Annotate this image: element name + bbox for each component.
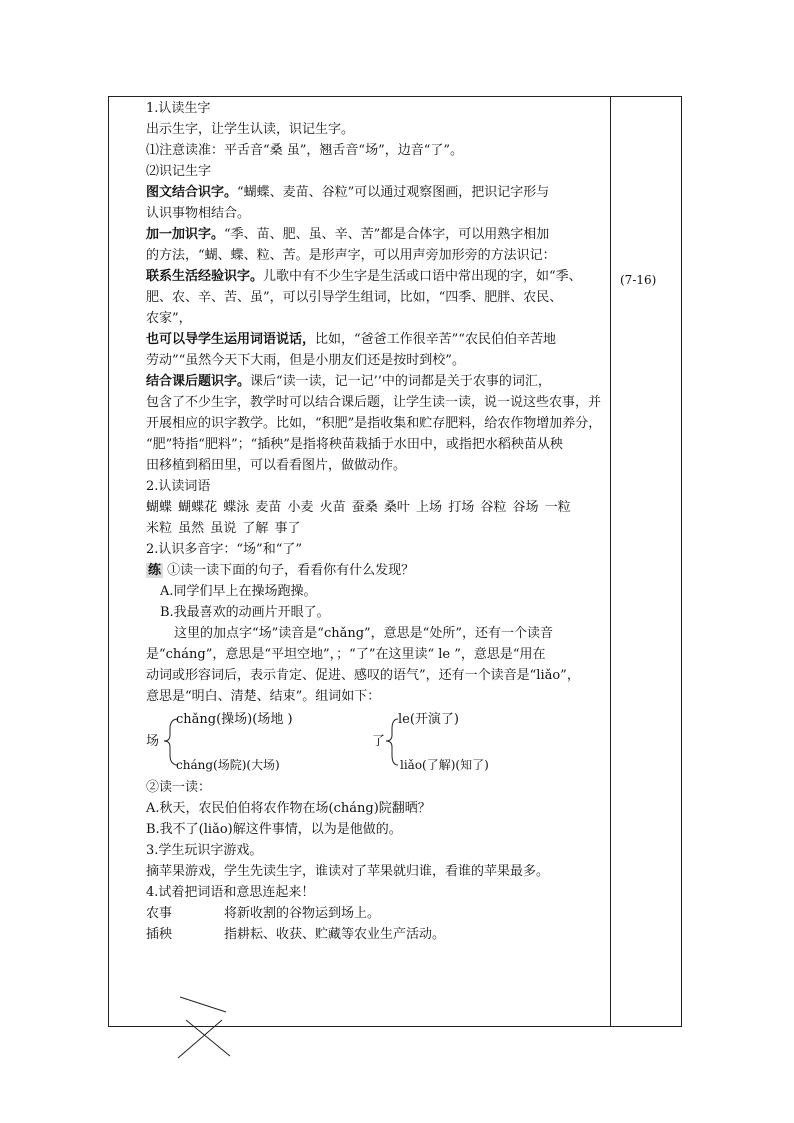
line: ⑴注意读准：平舌音“桑 虽”，翘舌音“场”，边音“了”。 xyxy=(146,143,464,158)
line: 认识事物相结合。 xyxy=(146,206,251,221)
vocab-line: 蝴蝶 蝴蝶花 蝶泳 麦苗 小麦 火苗 蚕桑 桑叶 上场 打场 谷粒 谷场 一粒 xyxy=(146,500,571,515)
exercise-2: ②读一读： xyxy=(146,780,212,795)
section-heading-4: 3.学生玩识字游戏。 xyxy=(146,843,263,858)
line: 开展相应的识字教学。比如，“积肥”是指收集和贮存肥料，给农作物增加养分， xyxy=(146,416,602,431)
text: “蝴蝶、麦苗、谷粒”可以通过观察图画，把识记字形与 xyxy=(237,185,550,200)
le-top: le(开演了) xyxy=(398,712,459,727)
sentence-b: B.我不了(liǎo)解这件事情，以为是他做的。 xyxy=(146,822,402,837)
text: 课后“读一读，记一记’’中的词都是关于农事的词汇， xyxy=(250,374,551,389)
bold-lead: 也可以导学生运用词语说话， xyxy=(146,332,316,347)
sentence-a: A.秋天，农民伯伯将农作物在场(cháng)院翻晒？ xyxy=(146,801,431,816)
char-le: 了 xyxy=(372,734,386,749)
line: 出示生字，让学生认读，识记生字。 xyxy=(146,122,355,137)
word-nongshi: 农事 xyxy=(146,906,173,921)
bold-lead: 联系生活经验识字。 xyxy=(146,269,264,284)
line: 肥、农、辛、苦、虽”，可以引导学生组词，比如，“四季、肥胖、农民、 xyxy=(146,290,563,305)
le-bottom: liǎo(了解)(知了) xyxy=(400,758,489,772)
line: 摘苹果游戏，学生先读生字，谁读对了苹果就归谁，看谁的苹果最多。 xyxy=(146,864,550,879)
section-heading-3: 2.认识多音字：“场”和“了” xyxy=(146,542,302,557)
line: 这里的加点字“场”读音是“chǎng”，意思是“处所”，还有一个读音 xyxy=(174,626,553,641)
bold-lead: 结合课后题识字。 xyxy=(146,374,251,389)
section-heading-5: 4.试着把词语和意思连起来！ xyxy=(146,885,315,900)
line: 意思是“明白、清楚、结束”。组词如下： xyxy=(146,689,381,704)
sentence-a: A.同学们早上在操场跑操。 xyxy=(160,584,317,599)
line: 的方法，“蝴、蝶、粒、苦。是形声字，可以用声旁加形旁的方法识记： xyxy=(146,248,556,263)
matching-exercise xyxy=(118,903,608,943)
practice-badge: 练 xyxy=(148,563,162,578)
column-divider xyxy=(610,96,611,1026)
chang-bottom: cháng(场院)(大场) xyxy=(176,758,280,772)
section-heading-2: 2.认读词语 xyxy=(146,479,211,494)
line: 包含了不少生字，教学时可以结合课后题，让学生读一读，说一说这些农事，并 xyxy=(146,395,602,410)
exercise-line xyxy=(118,560,608,581)
line: 田移植到稻田里，可以看看图片，做做动作。 xyxy=(146,458,407,473)
line: 农家”， xyxy=(146,311,192,326)
bold-lead: 加一加识字。 xyxy=(146,227,225,242)
line: 是“cháng”，意思是“平坦空地”，；“了”在这里读“ le ”，意思是“用在 xyxy=(146,647,546,662)
text: 比如，“爸爸工作很辛苦”“农民伯伯辛苦地 xyxy=(315,332,556,347)
bold-lead: 图文结合识字。 xyxy=(146,185,238,200)
paragraph-line xyxy=(118,182,608,203)
text: 儿歌中有不少生字是生活或口语中常出现的字，如“季、 xyxy=(263,269,582,284)
line: “肥”特指“肥料”；“插秧”是指将秧苗栽插于水田中，或指把水稻秧苗从秧 xyxy=(146,437,563,452)
line: ⑵识记生字 xyxy=(146,164,212,179)
section-heading-1: 1.认读生字 xyxy=(146,101,211,116)
paragraph-line xyxy=(118,266,608,287)
text: ①读一读下面的句子，看看你有什么发现？ xyxy=(167,563,415,578)
line: 动词或形容词后，表示肯定、促进、感叹的语气”，还有一个读音是“liǎo”， xyxy=(146,668,580,683)
char-chang: 场 xyxy=(146,734,160,749)
paragraph-line xyxy=(118,224,608,245)
line: 劳动”“虽然今天下大雨，但是小朋友们还是按时到校”。 xyxy=(146,353,465,368)
polyphone-diagram xyxy=(118,709,608,773)
chang-top: chǎng(操场)(场地 ) xyxy=(176,712,293,727)
meaning-1: 将新收割的谷物运到场上。 xyxy=(224,906,381,921)
word-chayang: 插秧 xyxy=(146,927,173,942)
paragraph-line xyxy=(118,371,608,392)
text: “季、苗、肥、虽、辛、苦”都是合体字，可以用熟字相加 xyxy=(224,227,550,242)
paragraph-line xyxy=(118,329,608,350)
time-note: (7-16) xyxy=(620,273,657,287)
lesson-content xyxy=(118,98,608,943)
meaning-2: 指耕耘、收获、贮藏等农业生产活动。 xyxy=(224,927,446,942)
vocab-line: 米粒 虽然 虽说 了解 事了 xyxy=(146,521,301,536)
sentence-b: B.我最喜欢的动画片开眼了。 xyxy=(160,605,330,620)
